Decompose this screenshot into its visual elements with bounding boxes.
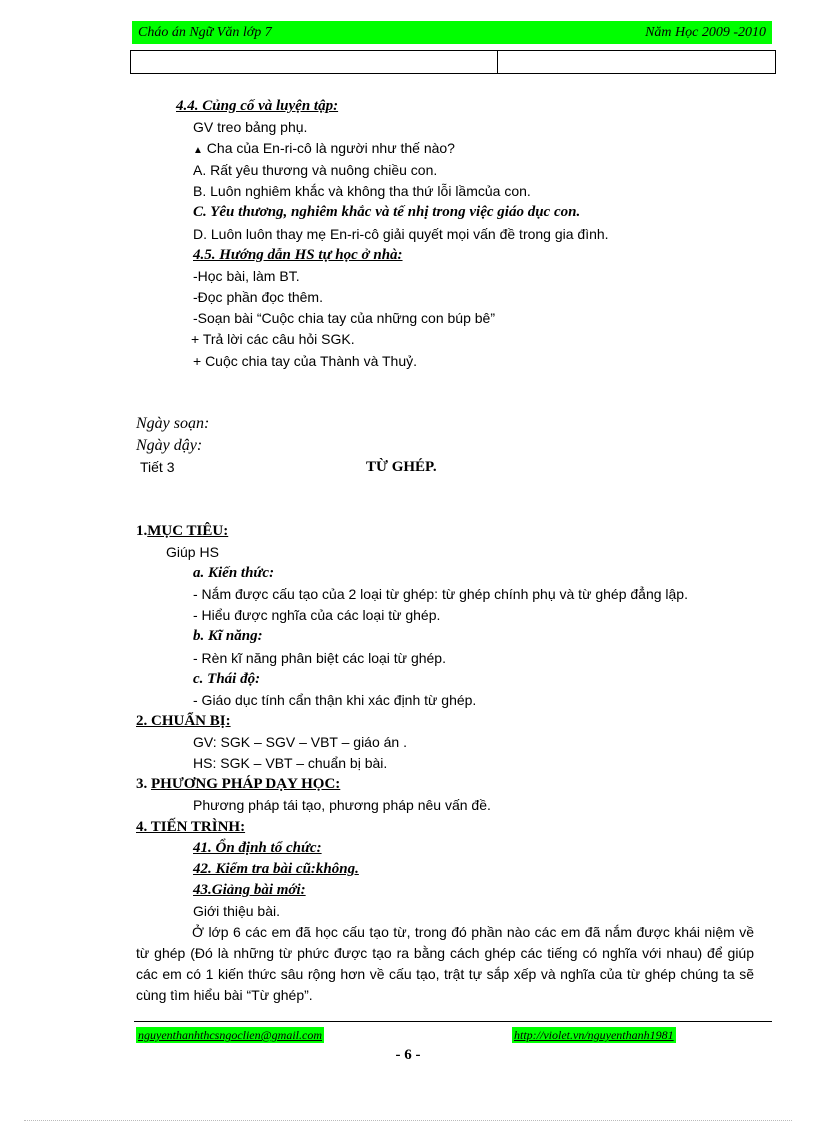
kien-thuc-line: - Nắm được cấu tạo của 2 loại từ ghép: từ ghép chính phụ và từ ghép đẳng lập. [193,586,688,602]
homework-line: -Đọc phần đọc thêm. [193,289,323,305]
ngay-soan-label: Ngày soạn: [136,415,210,432]
section-3-line: Phương pháp tái tạo, phương pháp nêu vấn đề. [193,797,491,813]
section-4-title: 4. TIẾN TRÌNH: [136,819,246,835]
lesson-title: TỪ GHÉP. [366,459,437,475]
answer-d: D. Luôn luôn thay mẹ En-ri-cô giải quyết mọi vấn đề trong gia đình. [193,226,609,242]
header-table-cell-left [131,51,498,73]
answer-c: C. Yêu thương, nghiêm khắc và tế nhị trong việc giáo dục con. [193,204,581,220]
homework-line: -Soạn bài “Cuộc chia tay của những con búp bê” [193,310,496,326]
intro-line: Giới thiệu bài. [193,903,281,919]
intro-paragraph [136,922,754,1006]
homework-line: -Học bài, làm BT. [193,268,300,284]
header-table [130,50,776,74]
footer-email[interactable]: nguyenthanhthcsngoclien@gmail.com [138,1028,323,1042]
section-1-number: 1. [136,523,148,539]
intro-paragraph-text: Ở lớp 6 các em đã học cấu tạo từ, trong đó phần nào các em đã nắm được khái niệm về từ ghép (Đó là những từ phức được tạo ra bằng cách ghép các tiếng có nghĩa với nhau) để giúp các em có 1 kiến thức sâu rộng hơn về cấu tạo, trật tự sắp xếp và nghĩa của từ ghép chúng ta sẽ cùng tìm hiểu bài “Từ ghép”. [136,924,754,1003]
thai-do-title: c. Thái độ: [193,671,261,687]
section-3-title: PHƯƠNG PHÁP DẠY HỌC: [151,776,341,792]
answer-b: B. Luôn nghiêm khắc và không tha thứ lỗi lầmcủa con. [193,183,531,199]
ki-nang-line: - Rèn kĩ năng phân biệt các loại từ ghép. [193,650,446,666]
thai-do-line: - Giáo dục tính cẩn thận khi xác định từ ghép. [193,692,477,708]
step-41: 41. Ổn định tổ chức: [193,840,322,856]
ki-nang-title: b. Kĩ năng: [193,628,263,644]
section-1-intro: Giúp HS [166,544,219,560]
section-44-title: 4.4. Củng cố và luyện tập: [176,98,339,114]
footer-url[interactable]: http://violet.vn/nguyenthanh1981 [514,1028,674,1042]
page-header-bar [132,21,772,44]
answer-a: A. Rất yêu thương và nuông chiều con. [193,162,438,178]
step-43: 43.Giảng bài mới: [193,882,306,898]
hs-prep: HS: SGK – VBT – chuẩn bị bài. [193,755,388,771]
section-2-title: 2. CHUẨN BỊ: [136,713,231,729]
section-45-title: 4.5. Hướng dẫn HS tự học ở nhà: [193,247,403,263]
header-right-text: Năm Học 2009 -2010 [645,24,766,40]
homework-line: + Cuộc chia tay của Thành và Thuỷ. [193,353,418,369]
arrow-up-icon: ▲ [193,145,203,156]
ngay-day-label: Ngày dậy: [136,437,203,454]
question-text: Cha của En-ri-cô là người như thế nào? [206,140,455,156]
section-44-line: GV treo bảng phụ. [193,119,308,135]
section-1-heading [136,521,228,541]
header-left-text: Cháo án Ngữ Văn lớp 7 [138,24,272,40]
homework-line: + Trả lời các câu hỏi SGK. [191,331,355,347]
kien-thuc-title: a. Kiến thức: [193,565,275,581]
section-3-number: 3. [136,776,148,792]
step-42: 42. Kiểm tra bài cũ:không. [193,861,359,877]
page-bottom-dotted-rule [24,1120,792,1121]
tiet-label: Tiết 3 [140,459,175,475]
gv-prep: GV: SGK – SGV – VBT – giáo án . [193,734,407,750]
footer-rule [134,1021,772,1022]
section-3-heading [136,774,340,794]
page-number: - 6 - [395,1047,421,1063]
question-line [193,138,455,161]
kien-thuc-line: - Hiểu được nghĩa của các loại từ ghép. [193,607,441,623]
section-1-title: MỤC TIÊU: [147,523,229,539]
